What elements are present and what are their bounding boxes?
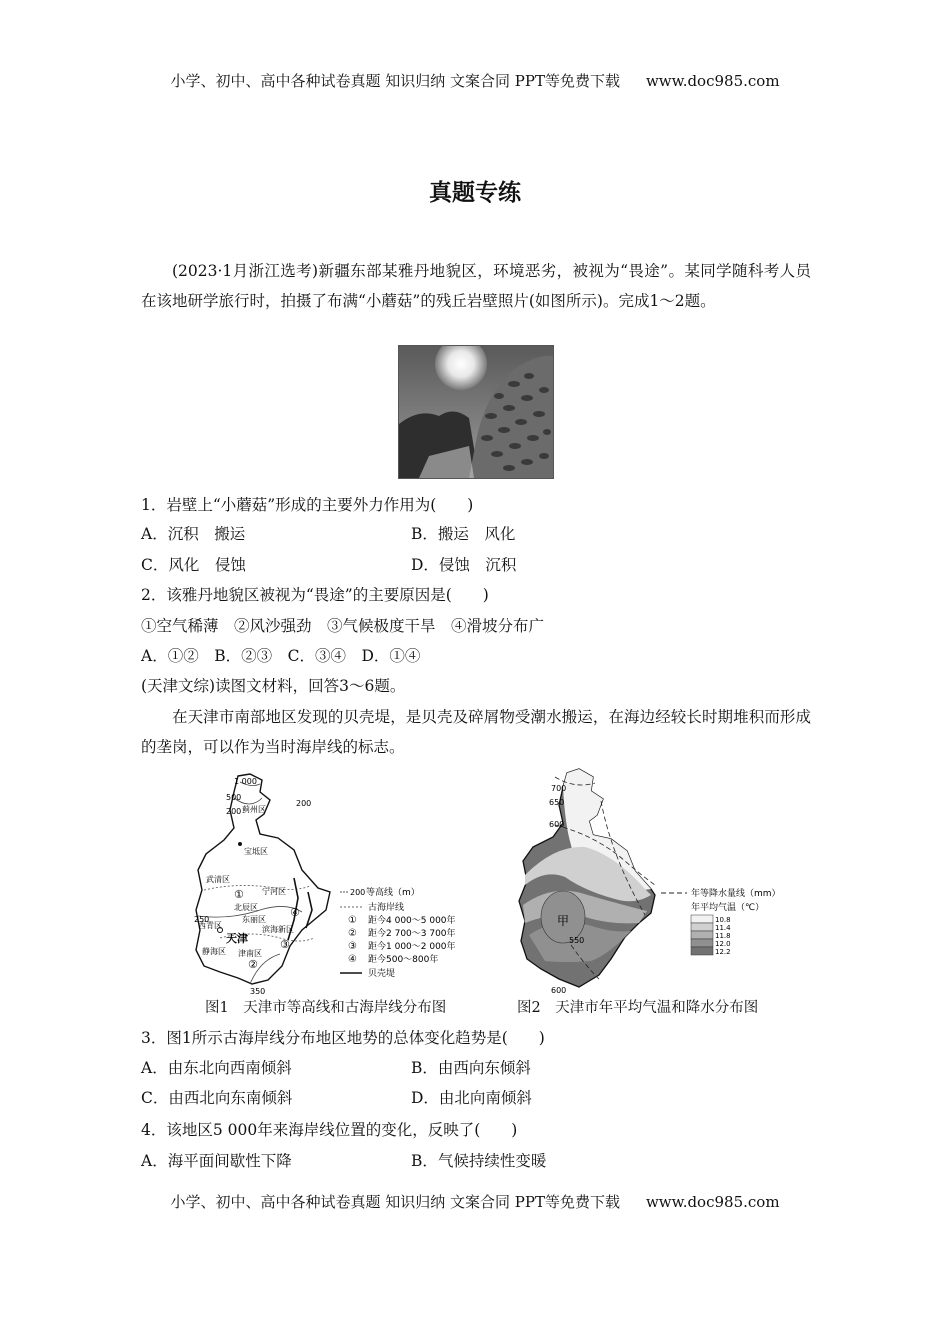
isohyet-label: 600 [549, 820, 565, 829]
legend-temp: 年平均气温（℃） [691, 903, 765, 913]
q3-option-b[interactable]: B．由西向东倾斜 [411, 1059, 531, 1077]
legend-level: 12.2 [715, 948, 731, 956]
header-text: 小学、初中、高中各种试卷真题 知识归纳 文案合同 PPT等免费下载 [170, 72, 620, 90]
intro-paragraph-1: (2023·1月浙江选考)新疆东部某雅丹地貌区，环境恶劣，被视为“畏途”。某同学随科考人员在该地研学旅行时，拍摄了布满“小蘑菇”的残丘岩壁照片(如图所示)。完成1～2题。 [141, 262, 811, 310]
q2-stem: 2．该雅丹地貌区被视为“畏途”的主要原因是( ) [141, 586, 489, 604]
figure-1-legend [340, 886, 456, 979]
district-label: 西青区 [198, 921, 222, 930]
contour-label: 250 [194, 915, 210, 924]
district-label: 宝坻区 [244, 847, 268, 856]
legend-c3: 距今1 000～2 000年 [368, 942, 456, 952]
footer-url[interactable]: www.doc985.com [645, 1193, 780, 1211]
district-label: 津南区 [238, 949, 262, 958]
q2-items: ①空气稀薄 ②风沙强劲 ③气候极度干旱 ④滑坡分布广 [141, 617, 545, 635]
legend-marker: ③ [348, 941, 357, 952]
legend-c1: 距今4 000～5 000年 [368, 916, 456, 926]
q4-option-b[interactable]: B．气候持续性变暖 [411, 1152, 547, 1170]
intro-paragraph-2: 在天津市南部地区发现的贝壳堤，是贝壳及碎屑物受潮水搬运，在海边经较长时期堆积而形成的垄岗，可以作为当时海岸线的标志。 [141, 708, 811, 756]
isohyet-label: 600 [551, 986, 567, 995]
q3-option-c[interactable]: C．由西北向东南倾斜 [141, 1089, 293, 1107]
header-url[interactable]: www.doc985.com [645, 72, 780, 90]
legend-marker: ② [348, 928, 357, 939]
isohyet-label: 700 [551, 784, 567, 793]
q4-stem: 4．该地区5 000年来海岸线位置的变化，反映了( ) [141, 1121, 518, 1139]
district-label: 东丽区 [242, 915, 266, 924]
coast-marker: ④ [290, 906, 300, 919]
page-header [0, 70, 950, 91]
q3-option-d[interactable]: D．由北向南倾斜 [411, 1089, 532, 1107]
coast-marker: ② [248, 958, 258, 971]
district-label: 北辰区 [234, 903, 258, 912]
contour-label: 200 [296, 799, 312, 808]
q1-option-c[interactable]: C．风化 侵蚀 [141, 556, 246, 574]
q4-option-a[interactable]: A．海平面间歇性下降 [141, 1152, 292, 1170]
legend-marker: ① [348, 915, 357, 926]
q1-stem: 1．岩壁上“小蘑菇”形成的主要外力作用为( ) [141, 496, 474, 514]
isohyet-label: 550 [569, 936, 585, 945]
yardang-photo [398, 345, 554, 479]
contour-label: 200 [226, 807, 242, 816]
legend-level: 12.0 [715, 940, 731, 948]
page-title: 真题专练 [429, 180, 521, 206]
page-footer [0, 1191, 950, 1212]
q1-option-b[interactable]: B．搬运 风化 [411, 525, 516, 543]
district-label: 宁河区 [262, 887, 286, 896]
coast-marker: ③ [280, 938, 290, 951]
district-label: 静海区 [202, 947, 226, 956]
legend-c4: 距今500～800年 [368, 955, 439, 965]
figure-2-legend [661, 887, 781, 956]
legend-level: 11.4 [715, 924, 731, 932]
district-label: 武清区 [206, 875, 230, 884]
legend-c2: 距今2 700～3 700年 [368, 929, 456, 939]
q3-stem: 3．图1所示古海岸线分布地区地势的总体变化趋势是( ) [141, 1029, 545, 1047]
district-label: 滨海新区 [262, 925, 294, 934]
district-label: 蓟州区 [242, 805, 266, 814]
q2-options[interactable]: A．①② B．②③ C．③④ D．①④ [141, 647, 421, 665]
legend-contour: 等高线（m） [366, 888, 420, 898]
legend-level: 10.8 [715, 916, 731, 924]
place-label: 甲 [557, 914, 570, 928]
q1-option-a[interactable]: A．沉积 搬运 [141, 525, 246, 543]
legend-isohyet: 年等降水量线（mm） [691, 889, 781, 899]
legend-contour-sample: 200 [350, 888, 366, 897]
contour-label: 500 [226, 793, 242, 802]
isohyet-label: 650 [549, 798, 565, 807]
q3-option-a[interactable]: A．由东北向西南倾斜 [141, 1059, 292, 1077]
district-label: 天津 [226, 932, 248, 945]
coast-marker: ① [234, 888, 244, 901]
footer-text: 小学、初中、高中各种试卷真题 知识归纳 文案合同 PPT等免费下载 [170, 1193, 620, 1211]
legend-coast: 古海岸线 [368, 903, 405, 913]
figure-2-caption: 图2 天津市年平均气温和降水分布图 [517, 1000, 759, 1016]
contour-label: 350 [250, 987, 266, 995]
contour-label: 1 000 [234, 777, 257, 786]
source-note: (天津文综)读图文材料，回答3～6题。 [141, 677, 406, 695]
figure-1-caption: 图1 天津市等高线和古海岸线分布图 [205, 1000, 447, 1016]
figure-1-map [190, 770, 480, 995]
q1-option-d[interactable]: D．侵蚀 沉积 [411, 556, 517, 574]
legend-marker: ④ [348, 954, 357, 965]
figure-2-map [515, 765, 785, 997]
legend-shell: 贝壳堤 [368, 969, 396, 979]
legend-level: 11.8 [715, 932, 731, 940]
